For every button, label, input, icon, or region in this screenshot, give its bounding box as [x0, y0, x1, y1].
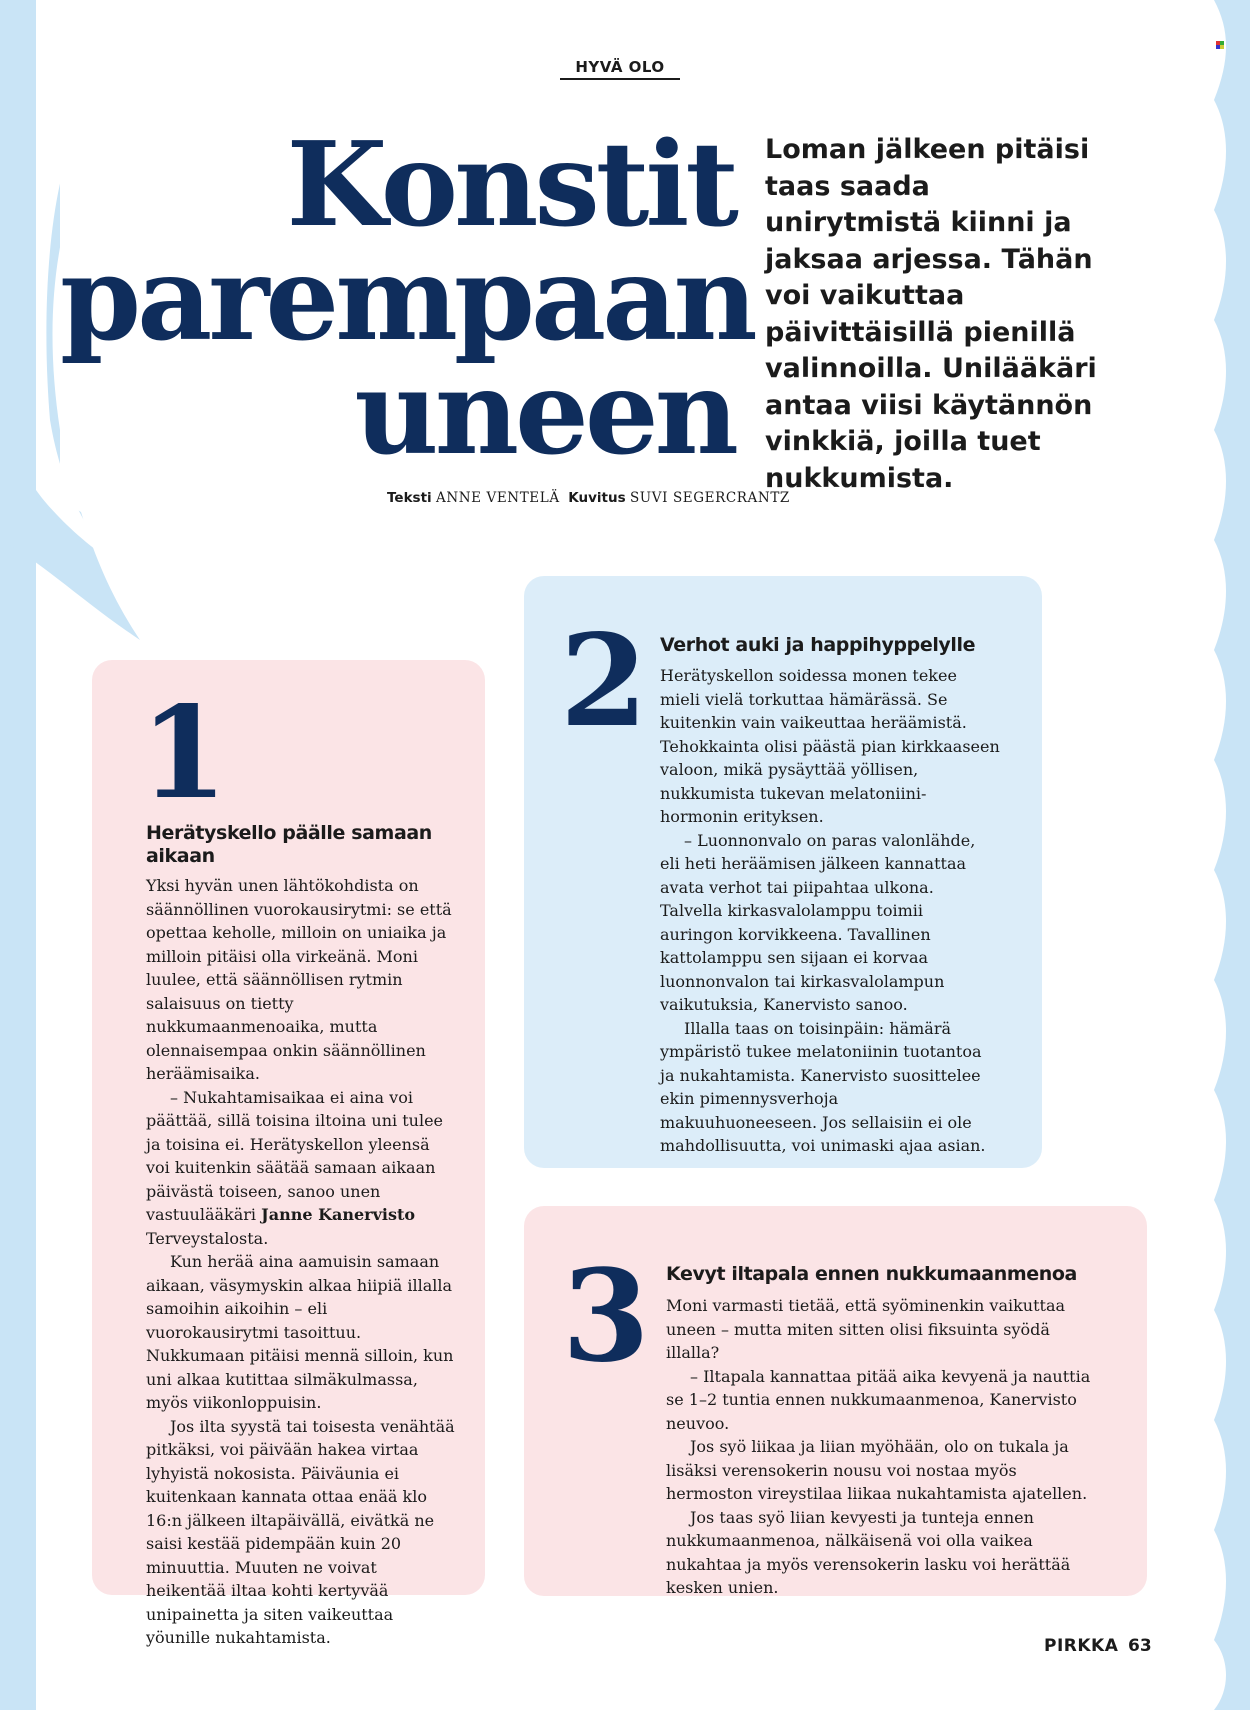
tip-3-paragraph: Jos syö liikaa ja liian myöhään, olo on tukala ja lisäksi verensokerin nousu voi nostaa myös hermoston vireystilaa liikaa nukahtamista ajatellen.: [666, 1437, 1088, 1503]
tip-3-paragraph: Jos taas syö liian kevyesti ja tunteja ennen nukkumaanmenoa, nälkäisenä voi olla vaikea nukahtaa ja myös verensokerin lasku voi herättää kesken unien.: [666, 1507, 1071, 1597]
tip-2-paragraph: Herätyskellon soidessa monen tekee mieli vielä torkuttaa hämärässä. Se kuitenkin vain vaikeuttaa heräämistä. Tehokkainta olisi päästä pian kirkkaaseen valoon, mikä pysäyttää yöllisen, nukkumista tukevan melatoniini-hormonin erityksen.: [660, 666, 1000, 826]
tip-number-3: 3: [562, 1242, 650, 1390]
tip-title-2: Verhot auki ja happihyppelylle: [660, 634, 976, 656]
tip-2-paragraph: – Luonnonvalo on paras valonlähde, eli heti heräämisen jälkeen kannattaa avata verhot tai piipahtaa ulkona. Talvella kirkasvalolamppu toimii auringon korvikkeena. Tavallinen kattolamppu sen sijaan ei korvaa luonnonvalon tai kirkasvalolampun vaikutuksia, Kanervisto sanoo.: [660, 830, 976, 1014]
tip-1-quote: – Nukahtamisaikaa ei aina voi päättää, sillä toisina iltoina uni tulee ja toisina ei. Herätyskellon yleensä voi kuitenkin säätää samaan aikaan päivästä toiseen, sanoo unen vastuulääkäri: [146, 1087, 443, 1224]
corner-mark-icon: [1216, 34, 1224, 42]
illustration-credit-name: SUVI SEGERCRANTZ: [629, 490, 790, 506]
text-credit-label: Teksti: [387, 490, 432, 506]
right-edge-strip: [1238, 0, 1250, 1710]
tip-title-3: Kevyt iltapala ennen nukkumaanmenoa: [666, 1263, 1077, 1285]
tip-number-2: 2: [560, 607, 648, 755]
tip-title-1: Herätyskello päälle samaan aikaan: [146, 822, 432, 867]
tip-number-1: 1: [140, 679, 228, 827]
tip-1-paragraph: Yksi hyvän unen lähtökohdista on säännöllinen vuorokausirytmi: se että opettaa keholle, milloin on uniaika ja milloin pitäisi olla virkeänä. Moni luulee, että säännöllisen rytmin salaisuus on tietty nukkumaanmenoaika, mutta olennaisempaa onkin säännöllinen heräämisaika.: [146, 876, 452, 1083]
tip-body-1: [146, 874, 456, 1650]
tip-3-paragraph: Moni varmasti tietää, että syöminenkin vaikuttaa uneen – mutta miten sitten olisi fiksuinta syödä illalla?: [666, 1296, 1066, 1362]
tip-body-3: [666, 1294, 1106, 1600]
tip-1-paragraph: Jos ilta syystä tai toisesta venähtää pitkäksi, voi päivään hakea virtaa lyhyistä nokosista. Päiväunia ei kuitenkaan kannata ottaa enää klo 16:n jälkeen iltapäivällä, eivätkä ne saisi kestää pidempään kuin 20 minuuttia. Muuten ne voivat heikentää iltaa kohti kertyvää unipainetta ja siten vaikeuttaa yöunille nukahtamista.: [146, 1416, 455, 1647]
text-credit-name: ANNE VENTELÄ: [435, 490, 560, 506]
title-line-3: uneen: [354, 345, 735, 481]
page-number: 63: [1128, 1636, 1152, 1656]
tip-1-paragraph: Kun herää aina aamuisin samaan aikaan, väsymyskin alkaa hiipiä illalla samoihin aikoihin – eli vuorokausirytmi tasoittuu. Nukkumaan pitäisi mennä silloin, kun uni alkaa kutittaa silmäkulmassa, myös viikonloppuisin.: [146, 1252, 454, 1412]
title-line-1: Konstit: [286, 117, 735, 253]
title-line-2: parempaan: [60, 231, 754, 367]
tip-1-paragraph: [146, 1086, 456, 1251]
article-ingress: Loman jälkeen pitäisi taas saada unirytmistä kiinni ja jaksaa arjessa. Tähän voi vaikuttaa päivittäisillä pienillä valinnoilla. Unilääkäri antaa viisi käytännön vinkkiä, joilla tuet nukkumista.: [765, 134, 1097, 494]
doctor-name: Janne Kanervisto: [261, 1205, 416, 1224]
section-tag: HYVÄ OLO: [560, 58, 680, 80]
tip-body-2: [660, 664, 1000, 1158]
tip-3-paragraph: – Iltapala kannattaa pitää aika kevyenä ja nauttia se 1–2 tuntia ennen nukkumaanmenoa, Kanervisto neuvoo.: [666, 1366, 1091, 1433]
illustration-credit-label: Kuvitus: [568, 490, 626, 506]
tip-2-paragraph: Illalla taas on toisinpäin: hämärä ympäristö tukee melatoniinin tuotantoa ja nukahtamista. Kanervisto suosittelee ekin pimennysverhoja makuuhuoneeseen. Jos sellaisiin ei ole mahdollisuutta, voi unimaski ajaa asian.: [660, 1018, 986, 1155]
article-title: [60, 117, 754, 481]
magazine-name: PIRKKA: [1044, 1636, 1119, 1656]
doctor-org: Terveystalosta.: [146, 1228, 269, 1248]
article-credits: [387, 490, 790, 506]
